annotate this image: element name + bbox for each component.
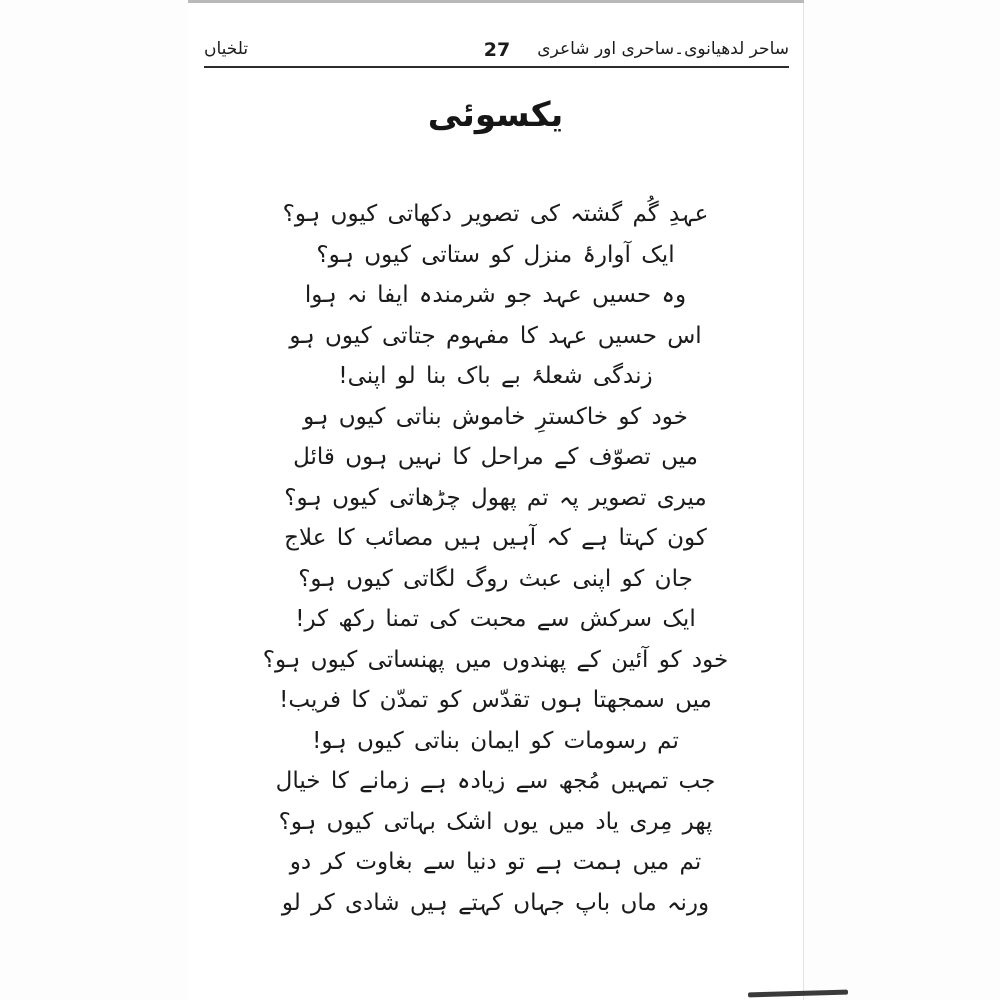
poem-body [188, 194, 803, 923]
poem-line: ایک آوارۂ منزل کو ستاتی کیوں ہو؟ [316, 241, 675, 268]
running-head-section-title: تلخیاں [204, 39, 249, 59]
poem-line: میری تصویر پہ تم پھول چڑھاتی کیوں ہو؟ [284, 484, 707, 511]
poem-title: یکسوئی [427, 95, 564, 135]
page-header [204, 38, 789, 68]
poem-line: جب تمہیں مُجھ سے زیادہ ہے زمانے کا خیال [275, 768, 716, 794]
running-head-book-title: ساحر لدھیانوی۔ساحری اور شاعری [537, 39, 789, 59]
poem-line: زندگی شعلۂ بے باک بنا لو اپنی! [338, 363, 653, 389]
poem-line: خود کو خاکسترِ خاموش بناتی کیوں ہو [303, 403, 688, 430]
poem-line: پھر مِری یاد میں یوں اشک بہاتی کیوں ہو؟ [278, 808, 713, 835]
book-page [188, 0, 804, 1000]
page-number: 27 [483, 39, 511, 61]
bottom-corner-scan-artifact [748, 990, 848, 998]
page-top-edge-shadow [188, 0, 804, 3]
poem-line: تم میں ہمت ہے تو دنیا سے بغاوت کر دو [289, 849, 702, 875]
poem-line: ورنہ ماں باپ جہاں کہتے ہیں شادی کر لو [281, 889, 710, 916]
poem-line: تم رسومات کو ایمان بناتی کیوں ہو! [312, 727, 679, 754]
poem-line: عہدِ گُم گشتہ کی تصویر دکھاتی کیوں ہو؟ [282, 201, 709, 227]
poem-line: جان کو اپنی عبث روگ لگاتی کیوں ہو؟ [298, 565, 693, 592]
poem-line: خود کو آئین کے پھندوں میں پھنساتی کیوں ہو؟ [262, 646, 729, 673]
poem-line: وہ حسیں عہد جو شرمندہ ایفا نہ ہوا [304, 282, 687, 308]
poem-line: کون کہتا ہے کہ آہیں ہیں مصائب کا علاج [284, 525, 707, 551]
poem-line: ایک سرکش سے محبت کی تمنا رکھ کر! [295, 606, 696, 632]
poem-line: میں سمجھتا ہوں تقدّس کو تمدّن کا فریب! [279, 687, 712, 713]
poem-line: اس حسیں عہد کا مفہوم جتاتی کیوں ہو [289, 322, 702, 349]
poem-line: میں تصوّف کے مراحل کا نہیں ہوں قائل [293, 444, 698, 470]
